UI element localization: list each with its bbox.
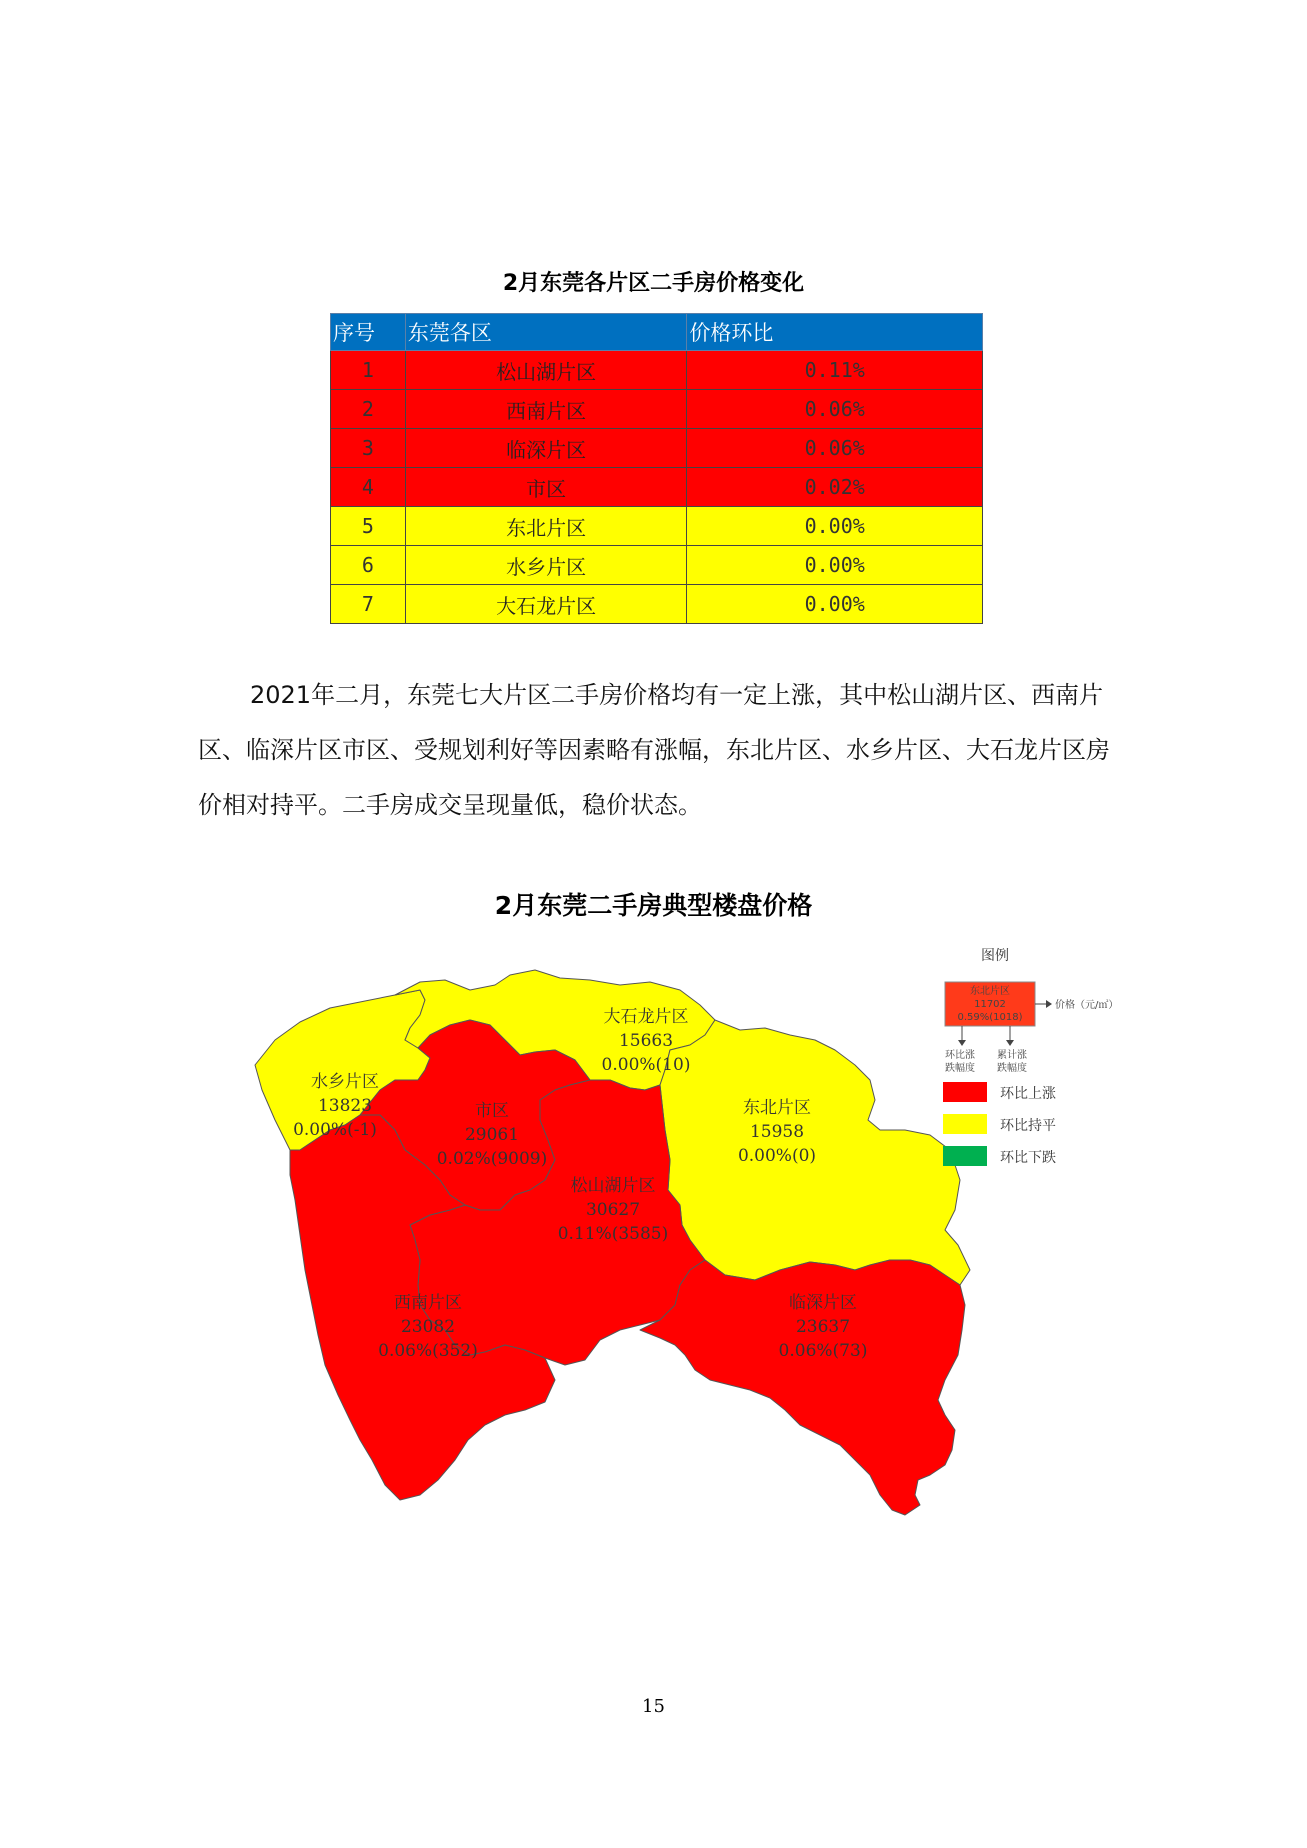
legend-cum-label-1: 累计涨 [997, 1050, 1027, 1061]
legend-mom-label-2: 跌幅度 [945, 1063, 975, 1074]
legend-cum-arrowhead [1006, 1040, 1014, 1046]
row-no: 6 [331, 546, 406, 585]
region-price: 15663 [618, 1031, 674, 1051]
row-change: 0.06% [687, 390, 983, 429]
region-change: 0.06%(73) [778, 1341, 868, 1361]
legend-sample-change: 0.59%(1018) [957, 1012, 1023, 1023]
region-price: 30627 [585, 1200, 641, 1220]
row-change: 0.11% [687, 351, 983, 390]
legend-price-label: 价格（元/㎡） [1055, 1000, 1119, 1011]
legend-sample-price: 11702 [974, 999, 1006, 1010]
table-row [331, 546, 983, 585]
legend-mom-label-1: 环比涨 [945, 1050, 975, 1061]
region-change: 0.06%(352) [378, 1341, 478, 1361]
row-change: 0.00% [687, 585, 983, 624]
region-name: 松山湖片区 [570, 1176, 656, 1196]
region-price: 29061 [464, 1125, 520, 1145]
legend-swatch-down [943, 1146, 987, 1166]
region-name: 临深片区 [789, 1293, 857, 1313]
table-row [331, 429, 983, 468]
header-area: 东莞各区 [405, 314, 687, 351]
region-price: 13823 [317, 1096, 373, 1116]
row-change: 0.00% [687, 546, 983, 585]
header-no: 序号 [331, 314, 406, 351]
region-name: 市区 [475, 1101, 509, 1121]
legend-label-up: 环比上涨 [1000, 1086, 1056, 1102]
page-number: 15 [642, 1696, 665, 1717]
table-title: 2月东莞各片区二手房价格变化 [502, 271, 805, 296]
region-name: 大石龙片区 [603, 1007, 689, 1027]
row-area: 大石龙片区 [405, 585, 687, 624]
table-row [331, 390, 983, 429]
region-price: 23082 [400, 1317, 456, 1337]
table-row [331, 507, 983, 546]
legend-label-flat: 环比持平 [1000, 1118, 1056, 1134]
legend-label-down: 环比下跌 [1000, 1150, 1056, 1166]
row-no: 4 [331, 468, 406, 507]
row-area: 水乡片区 [405, 546, 687, 585]
legend-mom-arrowhead [958, 1040, 966, 1046]
legend-swatch-up [943, 1082, 987, 1102]
row-area: 西南片区 [405, 390, 687, 429]
region-change: 0.11%(3585) [557, 1224, 669, 1244]
summary-paragraph: 2021年二月，东莞七大片区二手房价格均有一定上涨，其中松山湖片区、西南片区、临深片区市区、受规划利好等因素略有涨幅，东北片区、水乡片区、大石龙片区房价相对持平。二手房成交呈现量低，稳价状态。 [198, 681, 1110, 819]
header-change: 价格环比 [687, 314, 983, 351]
row-change: 0.02% [687, 468, 983, 507]
region-change: 0.00%(10) [601, 1055, 691, 1075]
price-change-table [330, 313, 983, 624]
legend-swatch-flat [943, 1114, 987, 1134]
row-no: 3 [331, 429, 406, 468]
row-no: 7 [331, 585, 406, 624]
row-area: 临深片区 [405, 429, 687, 468]
row-area: 市区 [405, 468, 687, 507]
region-name: 水乡片区 [311, 1072, 379, 1092]
map-legend [943, 948, 1118, 1166]
region-name: 西南片区 [394, 1293, 462, 1313]
table-header-row [331, 314, 983, 351]
legend-price-arrowhead [1046, 1000, 1052, 1008]
legend-sample-name: 东北片区 [970, 986, 1010, 997]
row-area: 松山湖片区 [405, 351, 687, 390]
table-row [331, 585, 983, 624]
legend-cum-label-2: 跌幅度 [997, 1063, 1027, 1074]
table-row [331, 468, 983, 507]
region-change: 0.00%(0) [737, 1146, 817, 1166]
region-change: 0.00%(-1) [293, 1120, 377, 1140]
row-change: 0.00% [687, 507, 983, 546]
row-no: 2 [331, 390, 406, 429]
row-area: 东北片区 [405, 507, 687, 546]
region-change: 0.02%(9009) [436, 1149, 548, 1169]
region-price: 15958 [749, 1122, 805, 1142]
table-row [331, 351, 983, 390]
row-no: 5 [331, 507, 406, 546]
map-title: 2月东莞二手房典型楼盘价格 [494, 891, 813, 920]
row-no: 1 [331, 351, 406, 390]
region-price: 23637 [795, 1317, 851, 1337]
district-price-map [0, 940, 1307, 1560]
legend-title: 图例 [981, 948, 1009, 964]
region-name: 东北片区 [743, 1098, 811, 1118]
row-change: 0.06% [687, 429, 983, 468]
